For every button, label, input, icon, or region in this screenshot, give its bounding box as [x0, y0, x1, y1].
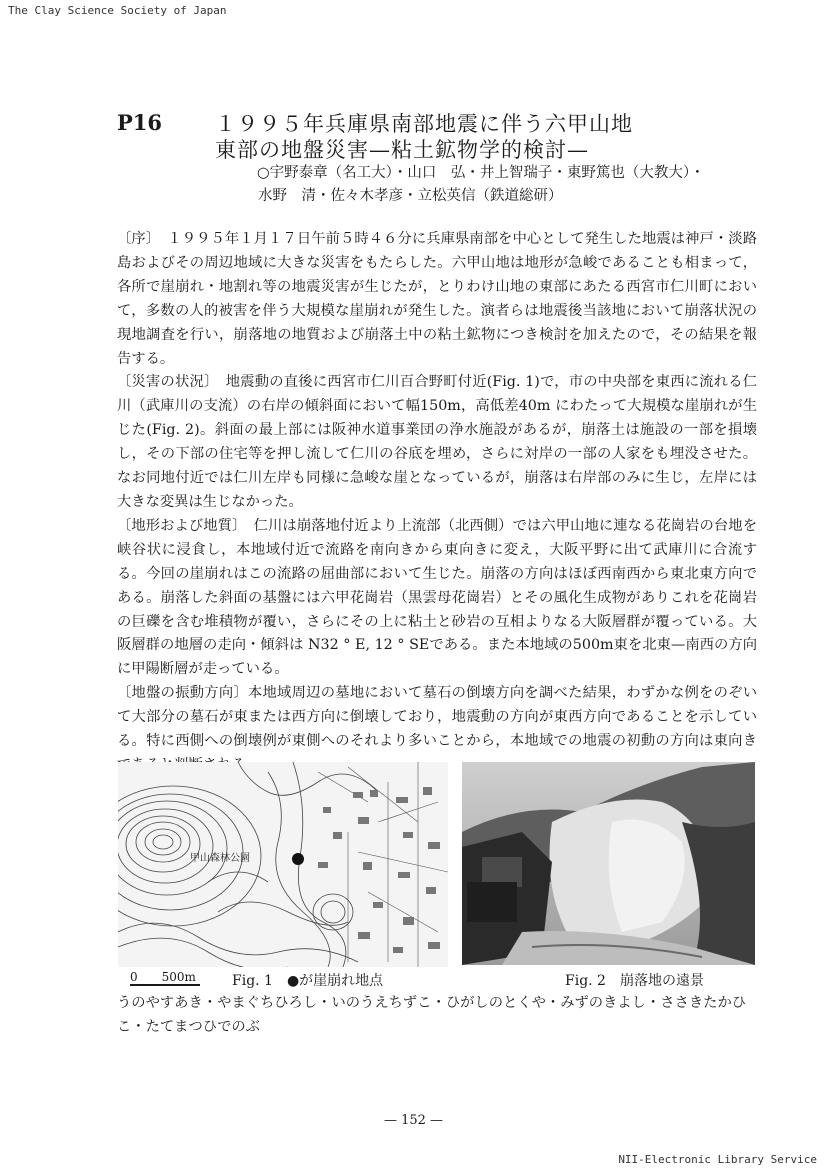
figure-2-caption: Fig. 2 崩落地の遠景 [565, 973, 704, 989]
footer-service: NII-Electronic Library Service [618, 1153, 817, 1166]
landslide-point-marker [292, 853, 304, 865]
authors-line-2: 水野 清・佐々木孝彦・立松英信（鉄道総研） [258, 188, 563, 204]
authors-line-1: ○宇野泰章（名工大）・山口 弘・井上智瑞子・東野篤也（大教大）・ [257, 165, 705, 181]
title-line-2: 東部の地盤災害—粘土鉱物学的検討— [215, 138, 589, 162]
figure-1-map [118, 762, 448, 967]
figure-2-photo [462, 762, 755, 965]
paper-id: P16 [117, 110, 163, 135]
body-text: 〔序〕 １９９５年１月１７日午前５時４６分に兵庫県南部を中心として発生した地震は神戸・淡路島およびその周辺地域に大きな災害をもたらした。六甲山地は地形が急峻であることも相まって，各所で崖崩れ・地割れ等の地震災害が生じたが，とりわけ山地の東部にあたる西宮市仁川町において，多数の人的被害を伴う大規模な崖崩れが発生した。演者らは地震後当該地において崩落状況の現地調査を行い，崩落地の地質および崩落土中の粘土鉱物につき検討を加えたので，その結果を報告する。 〔災害の状況〕 地震動の直後に西宮市仁川百合野町付近(Fig. 1)で，市の中央部を東西に流れる仁川（武庫川の支流）の右岸の傾斜面において幅150m，高低差40m にわたって大規模な崖崩れが生じた(Fig. 2)。斜面の最上部には阪神水道事業団の浄水施設があるが，崩落土は施設の一部を損壊し，その下部の住宅等を押し流して仁川の谷底を埋め，さらに対岸の一部の人家をも埋没させた。なお同地付近では仁川左岸も同様に急峻な崖となっているが，崩落は右岸部のみに生じ，左岸には大きな変異は生じなかった。 〔地形および地質〕 仁川は崩落地付近より上流部（北西側）では六甲山地に連なる花崗岩の台地を峡谷状に浸食し，本地域付近で流路を南向きから東向きに変え，大阪平野に出て武庫川に合流する。今回の崖崩れはこの流路の屈曲部において生じた。崩落の方向はほぼ西南西から東北東方向である。崩落した斜面の基盤には六甲花崗岩（黒雲母花崗岩）とその風化生成物がありこれを花崗岩の巨礫を含む堆積物が覆い，さらにその上に粘土と砂岩の互相よりなる大阪層群が覆っている。大阪層群の地層の走向・傾斜は N32 ° E, 12 ° SEである。また本地域の500m東を北東—南西の方向に甲陽断層が走っている。 〔地盤の振動方向〕本地域周辺の墓地において墓石の倒壊方向を調べた結果，わずかな例をのぞいて大部分の墓石が東または西方向に倒壊しており，地震動の方向が東西方向であることを示している。特に西側への倒壊例が東側へのそれより多いことから，本地域での地震の初動の方向は東向き [117, 231, 757, 750]
map-label: 甲山森林公園 [190, 853, 250, 864]
author-names-kana: うのやすあき・やまぐちひろし・いのうえちずこ・ひがしのとくや・みずのきよし・ささきたかひこ・たてまつひでのぶ [117, 995, 747, 1035]
map-scale-label: 0 500m [130, 970, 196, 984]
page-number: — 152 — [383, 1113, 444, 1128]
figure-1-caption: Fig. 1 ●が崖崩れ地点 [232, 973, 384, 989]
map-scale-bar [130, 984, 200, 986]
title-line-1: １９９５年兵庫県南部地震に伴う六甲山地 [215, 112, 633, 136]
header-society: The Clay Science Society of Japan [8, 4, 227, 17]
